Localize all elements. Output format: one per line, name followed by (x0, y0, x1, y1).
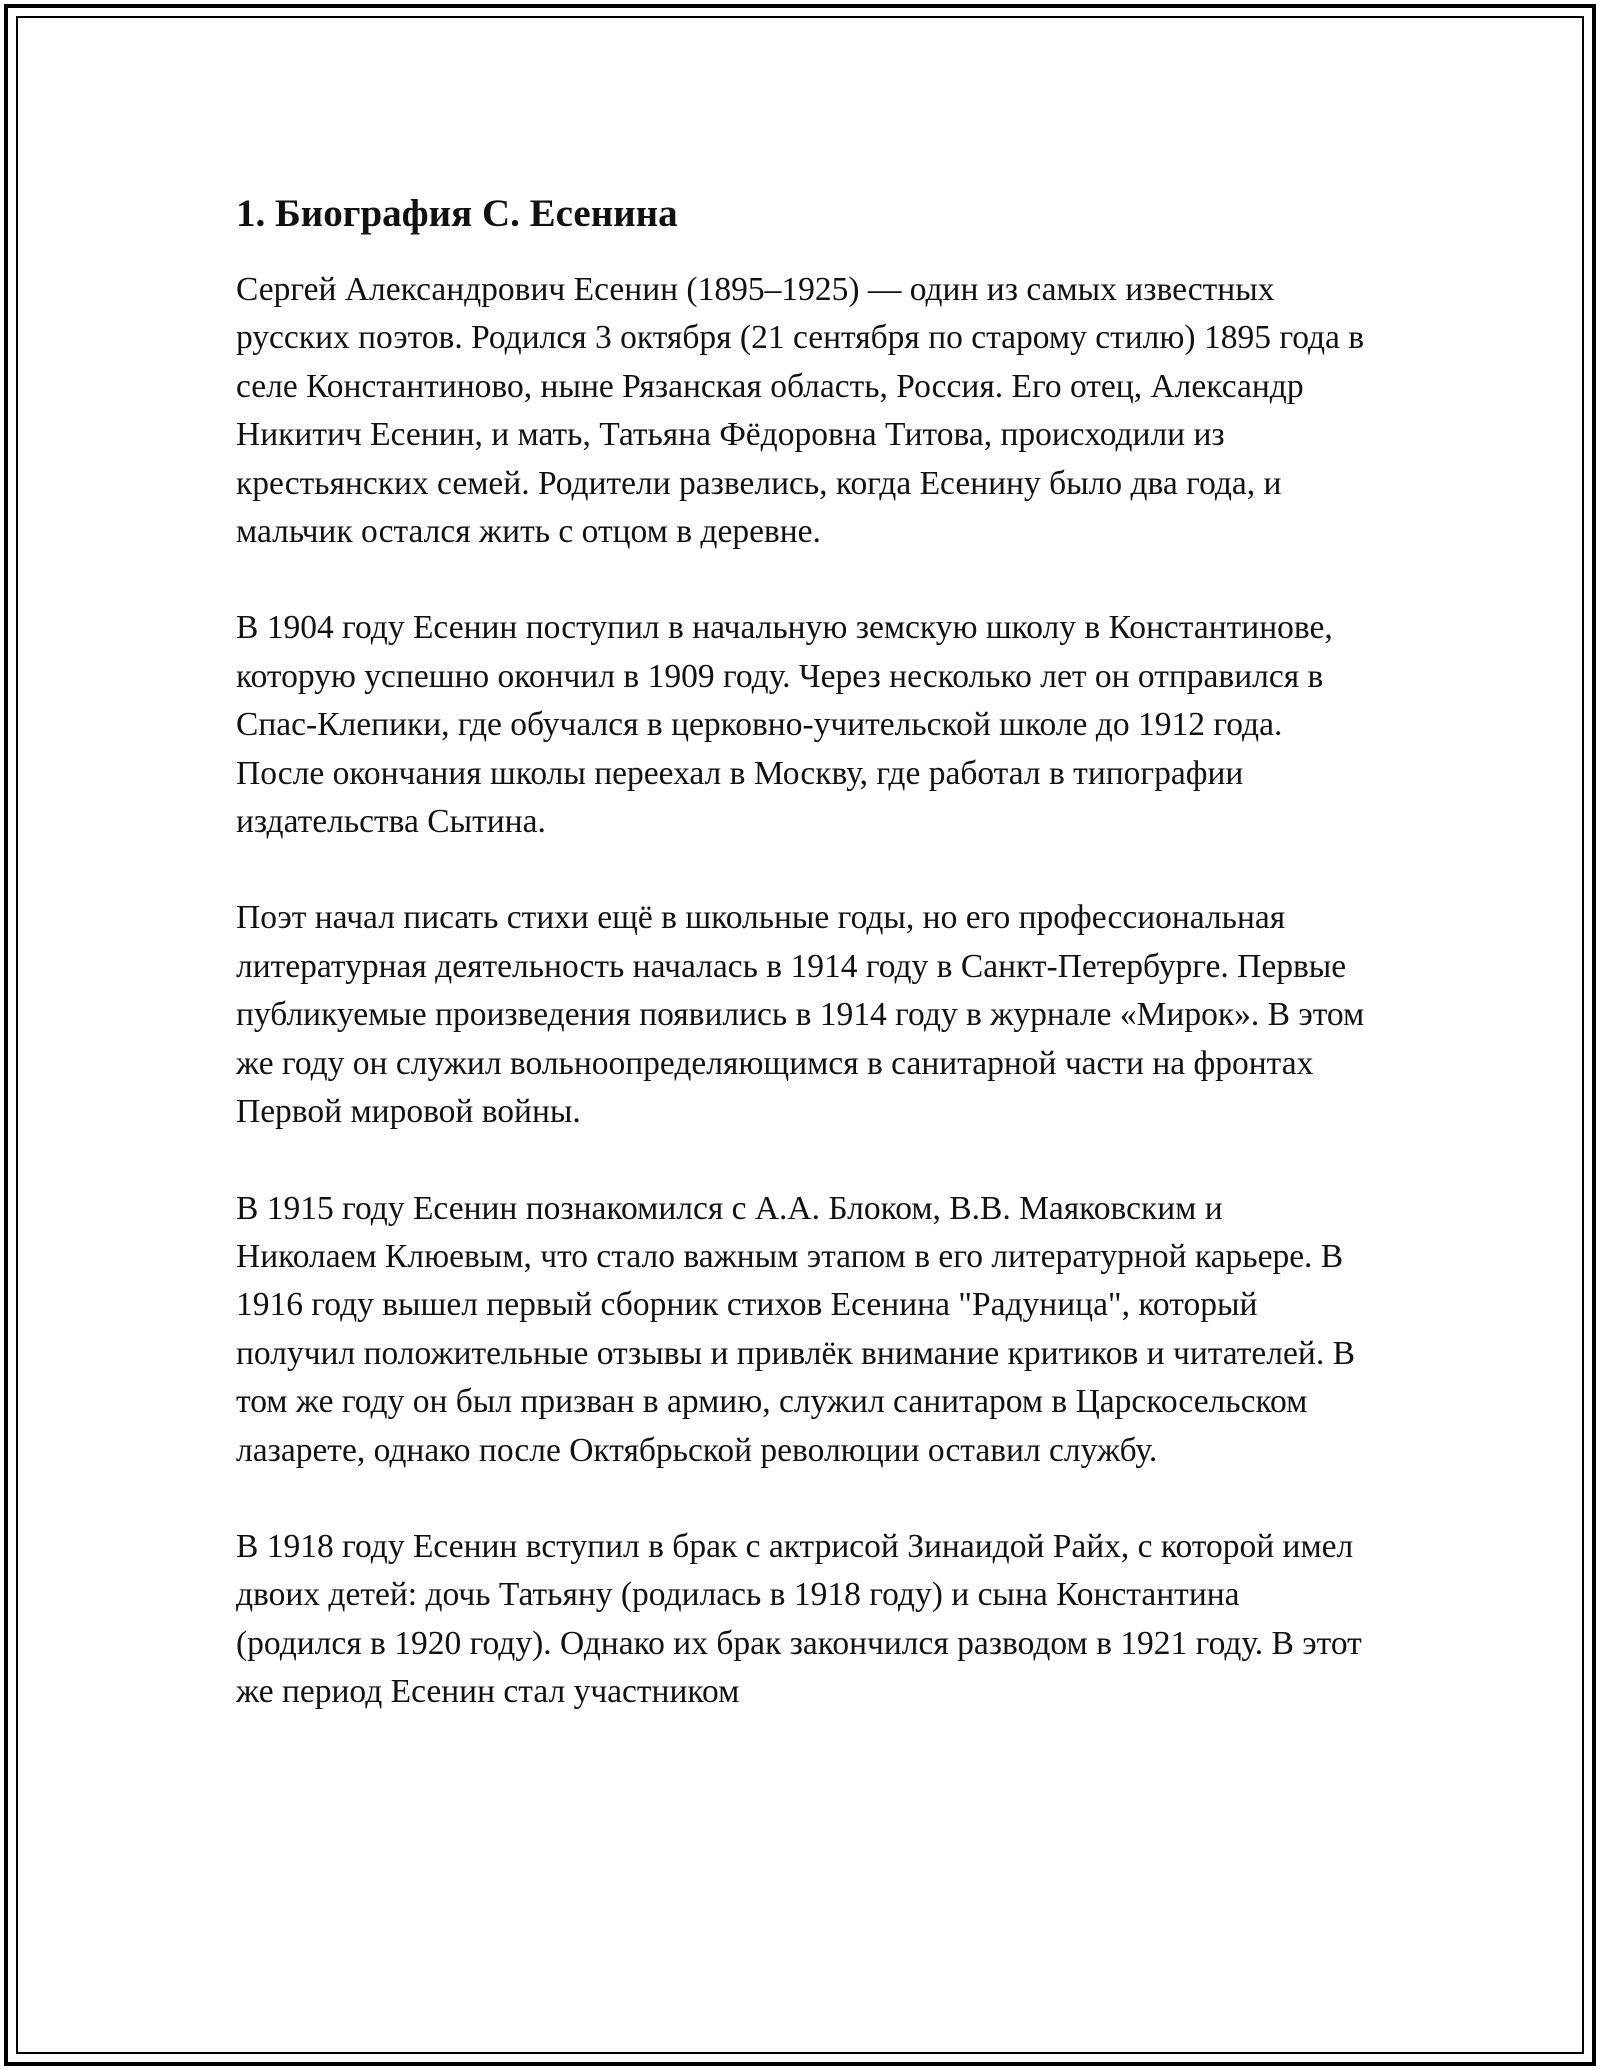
paragraph-5: В 1918 году Есенин вступил в брак с актрисой Зинаидой Райх, с которой имел двоих детей: дочь Татьяну (родилась в 1918 году) и сына Константина (родился в 1920 году). Однако их брак закончился разводом в 1921 году. В этот же период Есенин стал участником (236, 1527, 1362, 1711)
document-body (236, 186, 1366, 1765)
paragraph-4: В 1915 году Есенин познакомился с А.А. Блоком, В.В. Маяковским и Николаем Клюевым, что стало важным этапом в его литературной карьере. В 1916 году вышел первый сборник стихов Есенина "Радуница", который получил положительные отзывы и привлёк внимание критиков и читателей. В том же году он был призван в армию, служил санитаром в Царскосельском лазарете, однако после Октябрьской революции оставил службу. (236, 1189, 1355, 1469)
paragraph-1: Сергей Александрович Есенин (1895–1925) — один из самых известных русских поэтов. Родился 3 октября (21 сентября по старому стилю) 1895 года в селе Константиново, ныне Рязанская область, Россия. Его отец, Александр Никитич Есенин, и мать, Татьяна Фёдоровна Титова, происходили из крестьянских семей. Родители развелись, когда Есенину было два года, и мальчик остался жить с отцом в деревне. (236, 271, 1365, 551)
paragraph-2: В 1904 году Есенин поступил в начальную земскую школу в Константинове, которую успешно окончил в 1909 году. Через несколько лет он отправился в Спас-Клепики, где обучался в церковно-учительской школе до 1912 года. После окончания школы переехал в Москву, где работал в типографии издательства Сытина. (236, 609, 1333, 841)
section-title: 1. Биография С. Есенина (236, 192, 678, 235)
paragraph-3: Поэт начал писать стихи ещё в школьные годы, но его профессиональная литературная деятельность началась в 1914 году в Санкт-Петербурге. Первые публикуемые произведения появились в 1914 году в журнале «Мирок». В этом же году он служил вольноопределяющимся в санитарной части на фронтах Первой мировой войны. (236, 899, 1365, 1131)
